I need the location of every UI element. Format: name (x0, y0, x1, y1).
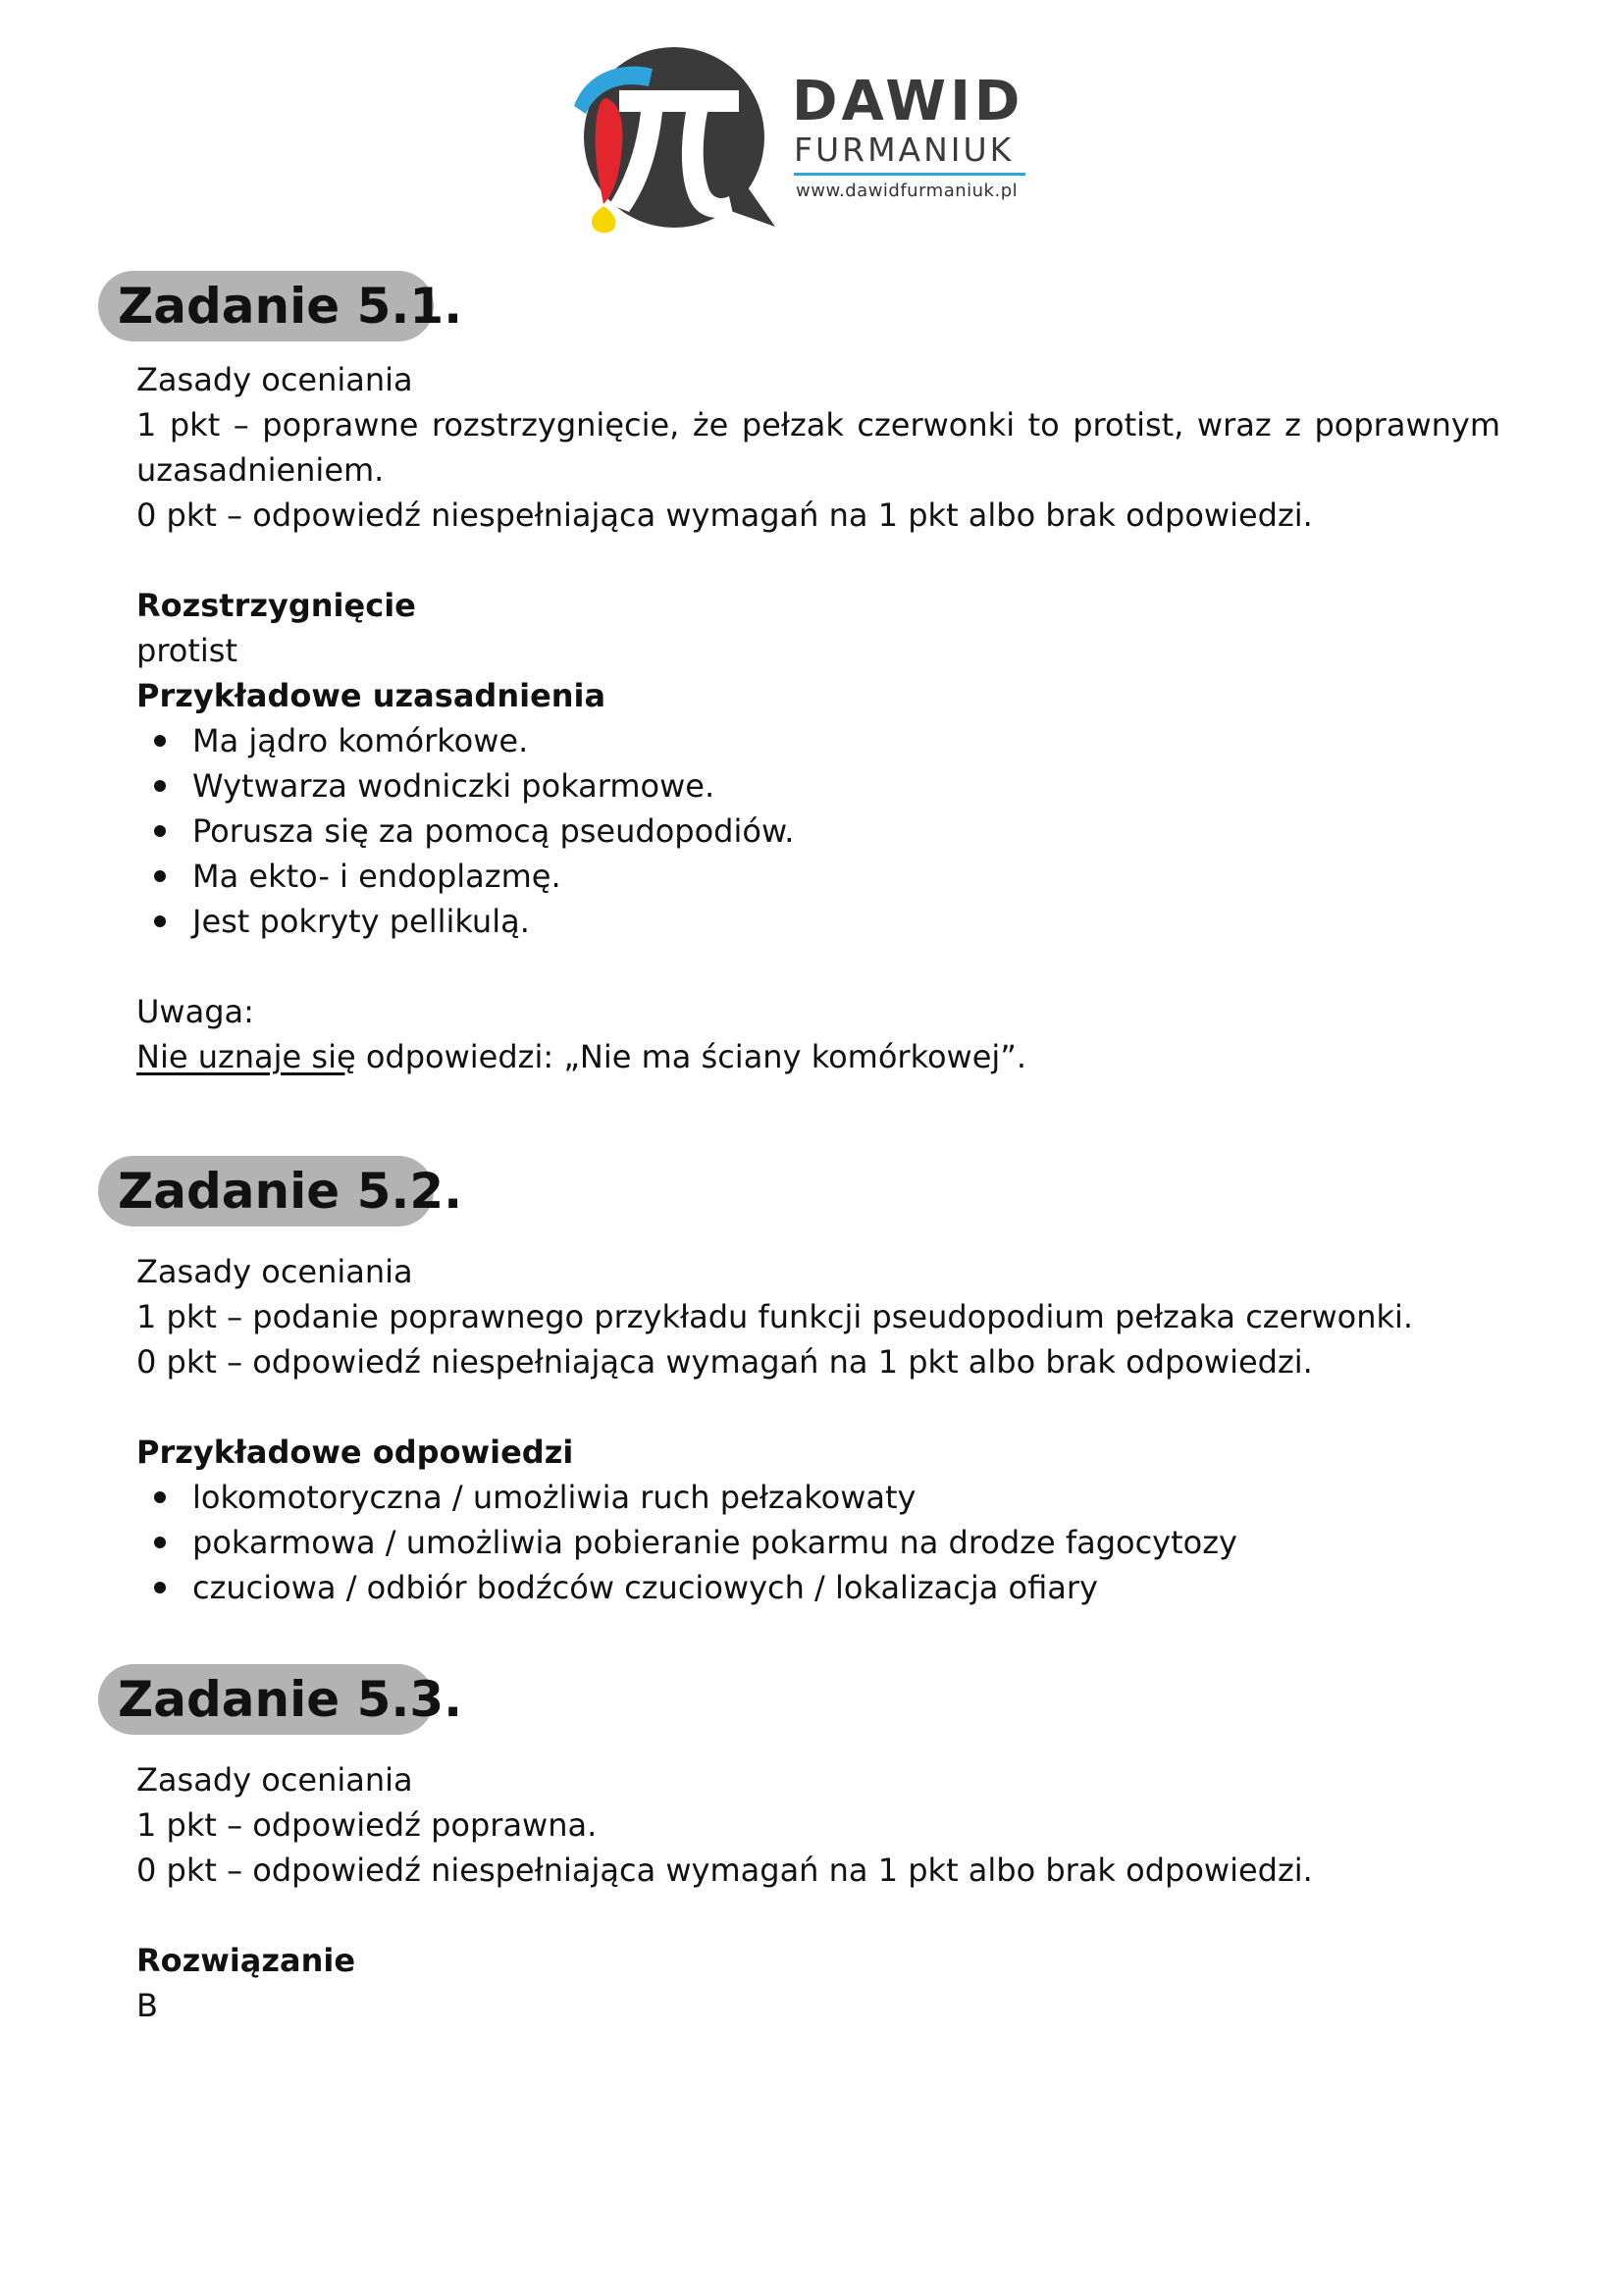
rules-title: Zasady oceniania (136, 1761, 413, 1799)
examples-title: Przykładowe odpowiedzi (136, 1434, 574, 1471)
rule-1pt-continued: uzasadnieniem. (136, 451, 385, 489)
pi-speech-bubble-logo-icon (564, 47, 790, 234)
note-title: Uwaga: (136, 993, 254, 1030)
bullet-icon (154, 1582, 166, 1593)
bullet-icon (154, 735, 166, 747)
bullet-icon (154, 1537, 166, 1548)
examples-list (136, 718, 1500, 944)
rule-1pt: 1 pkt – odpowiedź poprawna. (136, 1806, 598, 1844)
bullet-icon (154, 915, 166, 927)
section-heading-5-3 (98, 1664, 463, 1735)
list-item: Wytwarza wodniczki pokarmowe. (136, 763, 1500, 809)
list-item: pokarmowa / umożliwia pobieranie pokarmu na drodze fagocytozy (136, 1520, 1500, 1565)
section-heading-text: Zadanie 5.3. (118, 1671, 463, 1728)
list-item: Porusza się za pomocą pseudopodiów. (136, 809, 1500, 854)
section-body-5-3 (136, 1757, 1500, 2028)
note-text (136, 1034, 1500, 1079)
note-underlined: Nie uznaje się (136, 1038, 356, 1075)
examples-list (136, 1475, 1500, 1610)
section-heading-5-2 (98, 1156, 463, 1226)
note-rest: odpowiedzi: „Nie ma ściany komórkowej”. (355, 1038, 1027, 1075)
list-item: czuciowa / odbiór bodźców czuciowych / lokalizacja ofiary (136, 1565, 1500, 1610)
brand-logo (564, 47, 1035, 234)
brand-url: www.dawidfurmaniuk.pl (796, 181, 1019, 201)
examples-title: Przykładowe uzasadnienia (136, 677, 606, 714)
bullet-icon (154, 780, 166, 792)
section-heading-text: Zadanie 5.1. (118, 278, 463, 335)
decision-title: Rozstrzygnięcie (136, 587, 416, 624)
list-item: Jest pokryty pellikulą. (136, 899, 1500, 944)
section-body-5-2 (136, 1249, 1500, 1610)
rules-title: Zasady oceniania (136, 1253, 413, 1290)
rule-0pt: 0 pkt – odpowiedź niespełniająca wymagań na 1 pkt albo brak odpowiedzi. (136, 496, 1313, 534)
bullet-icon (154, 870, 166, 882)
rule-1pt: 1 pkt – poprawne rozstrzygnięcie, że pełzak czerwonki to protist, wraz z poprawnym (136, 406, 1500, 444)
decision-value: protist (136, 632, 237, 669)
list-item: lokomotoryczna / umożliwia ruch pełzakowaty (136, 1475, 1500, 1520)
rules-title: Zasady oceniania (136, 361, 413, 398)
solution-value: B (136, 1987, 158, 2024)
section-heading-5-1 (98, 271, 463, 341)
brand-name-line2: FURMANIUK (794, 130, 1015, 169)
list-item: Ma jądro komórkowe. (136, 718, 1500, 763)
list-item: Ma ekto- i endoplazmę. (136, 854, 1500, 899)
bullet-icon (154, 825, 166, 837)
rule-0pt: 0 pkt – odpowiedź niespełniająca wymagań na 1 pkt albo brak odpowiedzi. (136, 1852, 1313, 1889)
brand-divider (794, 173, 1025, 176)
section-heading-text: Zadanie 5.2. (118, 1163, 463, 1220)
bullet-icon (154, 1491, 166, 1503)
solution-title: Rozwiązanie (136, 1942, 356, 1979)
rule-0pt: 0 pkt – odpowiedź niespełniająca wymagań na 1 pkt albo brak odpowiedzi. (136, 1343, 1313, 1381)
rule-1pt: 1 pkt – podanie poprawnego przykładu funkcji pseudopodium pełzaka czerwonki. (136, 1298, 1414, 1335)
section-body-5-1 (136, 357, 1500, 1079)
brand-name-line1: DAWID (792, 70, 1024, 133)
